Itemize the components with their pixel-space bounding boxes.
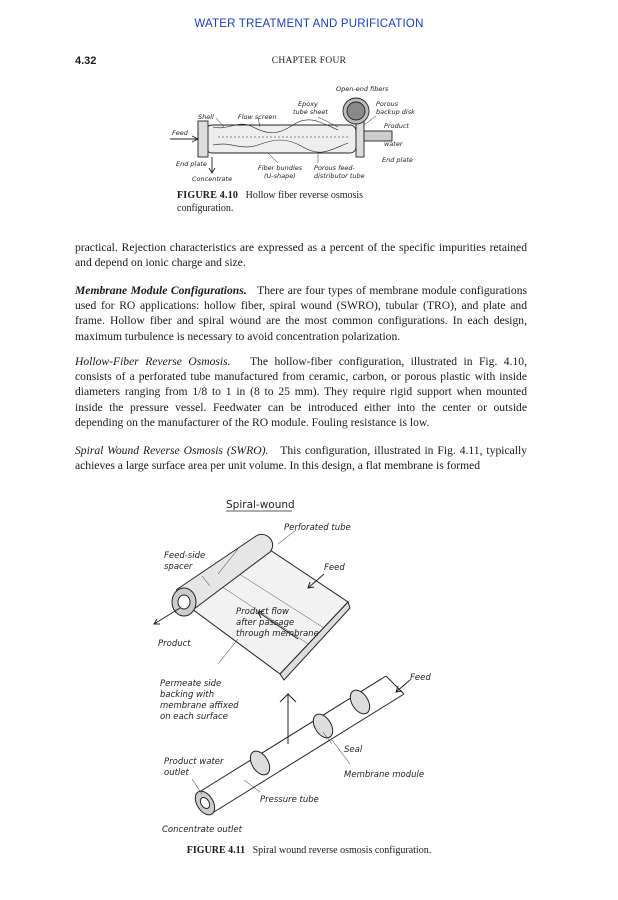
label-permeate-2: backing with (160, 690, 215, 700)
label-product-flow-1: Product flow (236, 607, 289, 617)
label-membrane-module: Membrane module (344, 770, 425, 780)
label-permeate-3: membrane affixed (160, 701, 239, 711)
label-product-flow-2: after passage (236, 618, 295, 628)
label-water: water (384, 140, 403, 148)
label-porous-feed: Porous feed- (314, 164, 355, 172)
heading-membrane-configurations: Membrane Module Configurations. (75, 284, 247, 297)
spiral-wound-title: Spiral-wound (226, 499, 295, 511)
page-number: 4.32 (75, 55, 97, 67)
label-product-flow-3: through membrane (236, 629, 319, 639)
label-u-shape: (U-shape) (264, 172, 296, 180)
figure-4-10-caption (177, 189, 417, 215)
label-seal: Seal (344, 745, 363, 755)
label-concentrate: Concentrate (192, 175, 233, 183)
label-end-plate-right: End plate (382, 156, 413, 164)
paragraph-hollow-fiber (75, 354, 527, 430)
label-feed-side: Feed-side (164, 551, 206, 561)
label-feed: Feed (172, 129, 188, 137)
label-product-water-2: outlet (164, 768, 189, 778)
paragraph-membrane-configurations (75, 283, 527, 344)
label-shell: Shell (198, 113, 214, 121)
label-product-water-1: Product water (164, 757, 224, 767)
text-hollow-fiber: The hollow-fiber configuration, illustrated in Fig. 4.10, consists of a perforated tube manufactured from ceramic, carbon, or porous plastic with inside diameters ranging from 1/8 to 1 in (8 to 25 mm). They require rigid support when mounted inside the pressure vessel. Feedwater can be introduced either into the center or outside depending on the manufacturer of the RO module. Fouling resistance is low. (75, 355, 527, 429)
heading-hollow-fiber: Hollow-Fiber Reverse Osmosis. (75, 355, 231, 368)
label-open-end-fibers: Open-end fibers (336, 85, 389, 93)
paragraph-practical: practical. Rejection characteristics are expressed as a percent of the specific impurities retained and depend on ionic charge and size. (75, 241, 527, 270)
label-porous: Porous (376, 100, 399, 108)
figure-4-10-text: Hollow fiber reverse osmosis configuration. (177, 190, 364, 214)
label-backup-disk: backup disk (376, 108, 415, 116)
label-fiber-bundles: Fiber bundles (258, 164, 303, 172)
text-membrane-configurations: There are four types of membrane module configurations used for RO applications: hollow fiber, spiral wound (SWRO), tubular (TRO), and plate and frame. Hollow fiber and spiral wound are the most common configurations. In each design, maximum turbulence is necessary to avoid concentration polarization. (75, 284, 528, 343)
figure-4-11-text: Spiral wound reverse osmosis configuration. (252, 845, 432, 856)
label-flow-screen: Flow screen (238, 113, 277, 121)
label-permeate-4: on each surface (160, 712, 228, 722)
figure-4-10-label: FIGURE 4.10 (177, 190, 239, 201)
label-product: Product (158, 639, 191, 649)
heading-spiral-wound: Spiral Wound Reverse Osmosis (SWRO). (75, 444, 269, 457)
label-distributor-tube: distributor tube (314, 172, 365, 180)
paragraph-spiral-wound (75, 443, 527, 473)
label-feed-top: Feed (324, 563, 345, 573)
label-feed-right: Feed (410, 673, 431, 683)
spiral-wound-diagram (148, 494, 448, 839)
figure-4-11-caption (0, 845, 618, 856)
running-title: WATER TREATMENT AND PURIFICATION (194, 18, 424, 30)
label-product: Product (384, 122, 409, 130)
figure-4-11-label: FIGURE 4.11 (186, 845, 246, 856)
label-pressure-tube: Pressure tube (260, 795, 319, 805)
label-perforated-tube: Perforated tube (284, 523, 351, 533)
label-end-plate-left: End plate (176, 160, 207, 168)
label-epoxy: Epoxy (298, 100, 318, 108)
hollow-fiber-diagram (168, 75, 428, 187)
text-spiral-wound: This configuration, illustrated in Fig. 4.11, typically achieves a large surface area per unit volume. In this design, a flat membrane is formed (75, 444, 527, 473)
label-spacer: spacer (164, 562, 193, 572)
chapter-title: CHAPTER FOUR (271, 56, 347, 66)
label-tube-sheet: tube sheet (293, 108, 328, 116)
label-concentrate-outlet: Concentrate outlet (162, 825, 242, 835)
label-permeate-1: Permeate side (160, 679, 222, 689)
